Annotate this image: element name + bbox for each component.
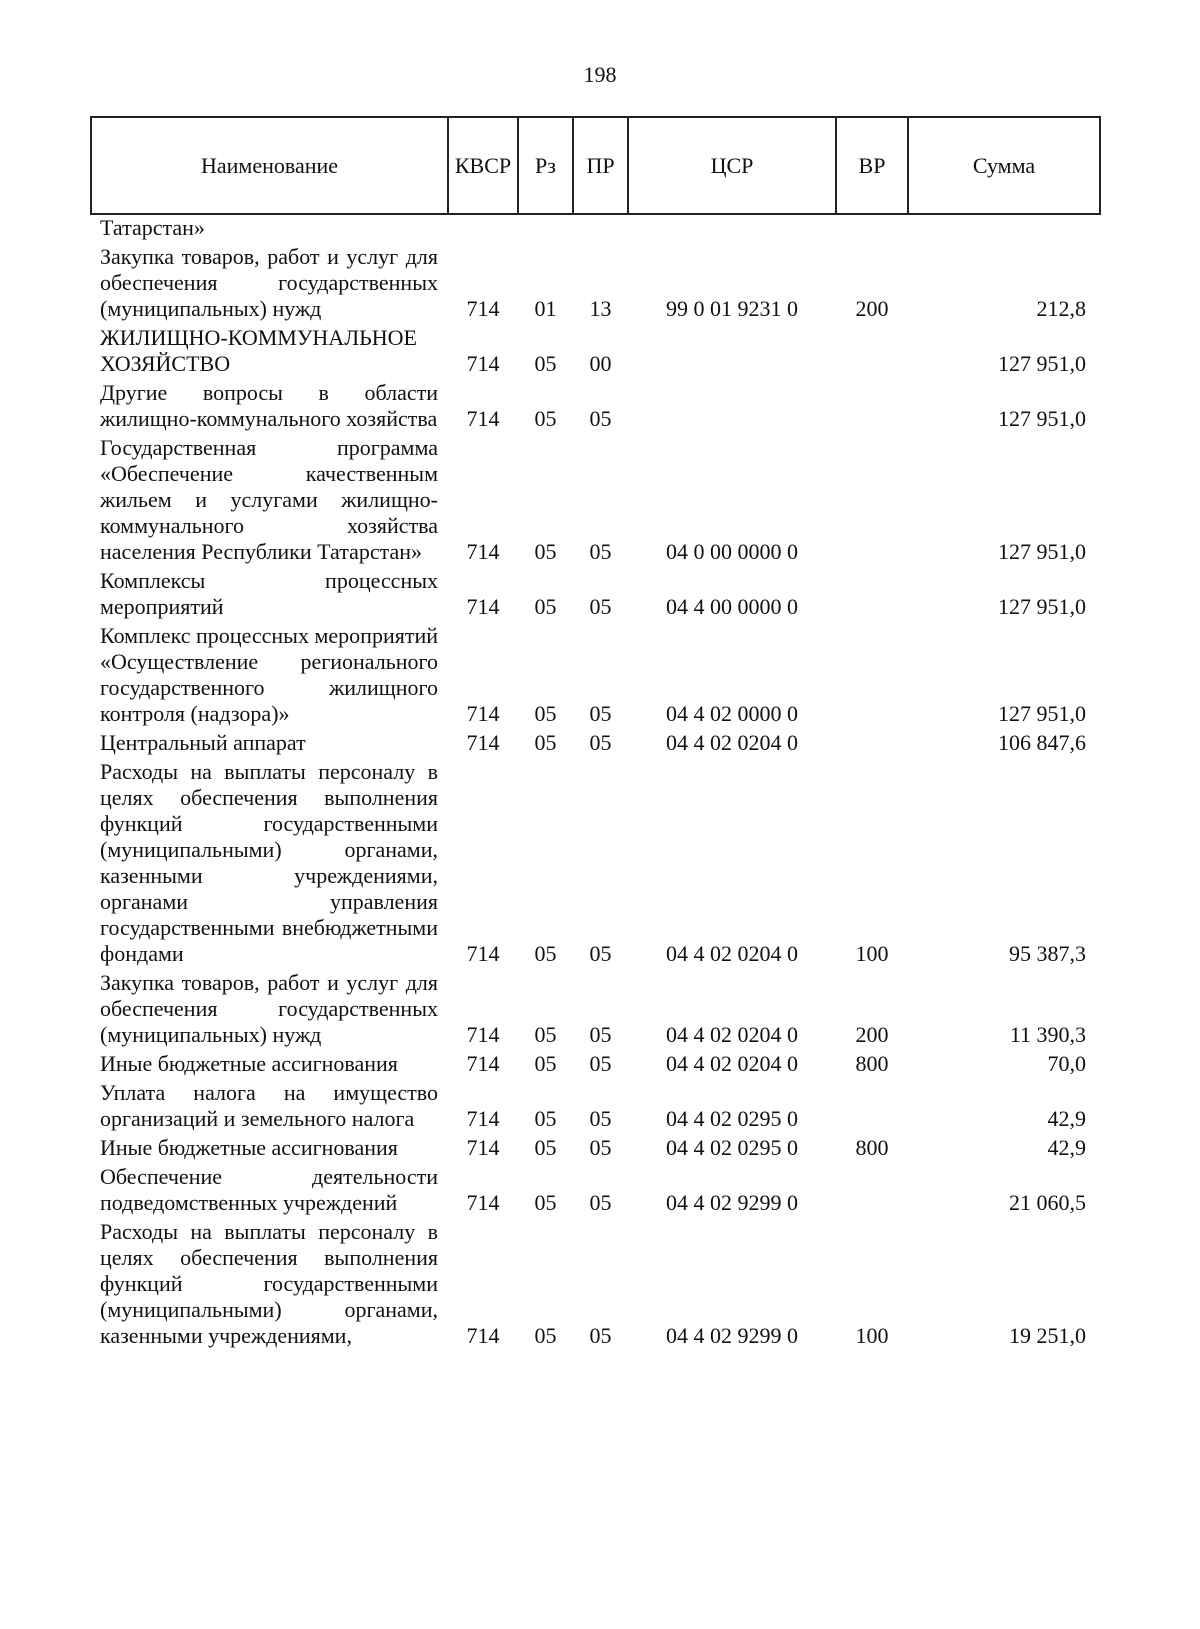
header-vr: ВР bbox=[836, 117, 908, 214]
table-row bbox=[91, 622, 1100, 729]
budget-table bbox=[90, 116, 1101, 1351]
page-number: 198 bbox=[583, 62, 617, 87]
row-name: Комплекс процессных мероприятий «Осуществление регионального государственного жилищного контроля (надзора)» bbox=[100, 623, 438, 726]
row-rz: 05 bbox=[534, 1190, 557, 1215]
header-rz: Рз bbox=[518, 117, 573, 214]
row-csr: 04 4 00 0000 0 bbox=[666, 594, 798, 619]
row-rz: 05 bbox=[534, 1022, 557, 1047]
row-kvsr: 714 bbox=[466, 941, 500, 966]
row-kvsr: 714 bbox=[466, 730, 500, 755]
row-sum: 42,9 bbox=[1047, 1106, 1086, 1131]
row-rz: 05 bbox=[534, 406, 557, 431]
row-csr: 04 4 02 0204 0 bbox=[666, 730, 798, 755]
row-name: Государственная программа «Обеспечение качественным жильем и услугами жилищно-коммунального хозяйства населения Республики Татарстан» bbox=[100, 435, 438, 564]
row-kvsr: 714 bbox=[466, 1106, 500, 1131]
table-row bbox=[91, 324, 1100, 379]
row-kvsr: 714 bbox=[466, 594, 500, 619]
budget-table-container bbox=[90, 116, 1099, 1351]
row-pr: 05 bbox=[589, 701, 612, 726]
row-name: Закупка товаров, работ и услуг для обеспечения государственных (муниципальных) нужд bbox=[100, 244, 438, 321]
row-name: Расходы на выплаты персоналу в целях обеспечения выполнения функций государственными (муниципальными) органами, казенными учреждениями, органами управления государственными внебюджетными фондами bbox=[100, 759, 438, 966]
row-rz: 05 bbox=[534, 1051, 557, 1076]
row-csr: 04 4 02 0204 0 bbox=[666, 1022, 798, 1047]
row-sum: 127 951,0 bbox=[998, 539, 1086, 564]
row-rz: 05 bbox=[534, 941, 557, 966]
row-sum: 21 060,5 bbox=[1009, 1190, 1086, 1215]
table-row bbox=[91, 1134, 1100, 1163]
row-csr bbox=[628, 214, 836, 243]
row-sum: 127 951,0 bbox=[998, 351, 1086, 376]
row-pr: 13 bbox=[589, 296, 612, 321]
table-row bbox=[91, 214, 1100, 243]
row-sum: 212,8 bbox=[1036, 296, 1086, 321]
row-csr: 04 4 02 9299 0 bbox=[666, 1190, 798, 1215]
row-csr: 04 4 02 0204 0 bbox=[666, 1051, 798, 1076]
row-kvsr: 714 bbox=[466, 1022, 500, 1047]
row-csr bbox=[628, 324, 836, 379]
row-csr: 04 4 02 0295 0 bbox=[666, 1106, 798, 1131]
header-pr: ПР bbox=[573, 117, 628, 214]
row-csr: 04 0 00 0000 0 bbox=[666, 539, 798, 564]
row-pr: 00 bbox=[589, 351, 612, 376]
table-row bbox=[91, 379, 1100, 434]
row-sum: 95 387,3 bbox=[1009, 941, 1086, 966]
row-vr: 100 bbox=[855, 941, 889, 966]
row-kvsr: 714 bbox=[466, 539, 500, 564]
row-name: Закупка товаров, работ и услуг для обеспечения государственных (муниципальных) нужд bbox=[100, 970, 438, 1047]
row-rz: 05 bbox=[534, 1135, 557, 1160]
header-kvsr: КВСР bbox=[448, 117, 518, 214]
header-name: Наименование bbox=[91, 117, 448, 214]
row-sum: 106 847,6 bbox=[998, 730, 1086, 755]
table-row bbox=[91, 1079, 1100, 1134]
table-row bbox=[91, 1163, 1100, 1218]
row-sum: 11 390,3 bbox=[1009, 1022, 1086, 1047]
row-vr bbox=[836, 729, 908, 758]
row-vr bbox=[836, 1079, 908, 1134]
row-sum: 127 951,0 bbox=[998, 594, 1086, 619]
row-csr: 04 4 02 9299 0 bbox=[666, 1323, 798, 1348]
row-name: Татарстан» bbox=[100, 215, 205, 240]
row-name: Обеспечение деятельности подведомственных учреждений bbox=[100, 1164, 438, 1215]
row-kvsr: 714 bbox=[466, 351, 500, 376]
row-rz: 01 bbox=[534, 296, 557, 321]
row-pr: 05 bbox=[589, 1190, 612, 1215]
row-name: Центральный аппарат bbox=[100, 730, 306, 755]
row-kvsr: 714 bbox=[466, 1051, 500, 1076]
row-kvsr: 714 bbox=[466, 1135, 500, 1160]
row-vr bbox=[836, 324, 908, 379]
row-sum bbox=[908, 214, 1100, 243]
row-name: Уплата налога на имущество организаций и земельного налога bbox=[100, 1080, 438, 1131]
row-csr bbox=[628, 379, 836, 434]
row-name: Расходы на выплаты персоналу в целях обеспечения выполнения функций государственными (муниципальными) органами, казенными учреждениями, bbox=[100, 1219, 438, 1348]
table-row bbox=[91, 1218, 1100, 1351]
row-pr: 05 bbox=[589, 406, 612, 431]
row-vr bbox=[836, 379, 908, 434]
row-name: ЖИЛИЩНО-КОММУНАЛЬНОЕ ХОЗЯЙСТВО bbox=[100, 325, 417, 376]
row-kvsr: 714 bbox=[466, 296, 500, 321]
header-csr: ЦСР bbox=[628, 117, 836, 214]
table-row bbox=[91, 434, 1100, 567]
row-pr: 05 bbox=[589, 1135, 612, 1160]
header-row bbox=[91, 117, 1100, 214]
row-sum: 127 951,0 bbox=[998, 701, 1086, 726]
row-kvsr bbox=[448, 214, 518, 243]
row-vr bbox=[836, 1163, 908, 1218]
row-vr: 200 bbox=[855, 1022, 889, 1047]
row-kvsr: 714 bbox=[466, 1323, 500, 1348]
row-vr bbox=[836, 622, 908, 729]
table-row bbox=[91, 243, 1100, 324]
row-kvsr: 714 bbox=[466, 1190, 500, 1215]
table-row bbox=[91, 758, 1100, 969]
table-row bbox=[91, 729, 1100, 758]
row-rz: 05 bbox=[534, 594, 557, 619]
row-pr: 05 bbox=[589, 1106, 612, 1131]
row-pr: 05 bbox=[589, 1022, 612, 1047]
row-name: Иные бюджетные ассигнования bbox=[100, 1051, 398, 1076]
row-vr: 800 bbox=[855, 1135, 889, 1160]
row-rz: 05 bbox=[534, 351, 557, 376]
row-vr: 100 bbox=[855, 1323, 889, 1348]
row-csr: 04 4 02 0000 0 bbox=[666, 701, 798, 726]
row-rz bbox=[518, 214, 573, 243]
row-rz: 05 bbox=[534, 539, 557, 564]
row-pr: 05 bbox=[589, 730, 612, 755]
row-pr: 05 bbox=[589, 594, 612, 619]
header-sum: Сумма bbox=[908, 117, 1100, 214]
row-rz: 05 bbox=[534, 730, 557, 755]
row-rz: 05 bbox=[534, 1323, 557, 1348]
row-pr: 05 bbox=[589, 941, 612, 966]
row-pr bbox=[573, 214, 628, 243]
table-row bbox=[91, 1050, 1100, 1079]
row-vr: 800 bbox=[855, 1051, 889, 1076]
table-row bbox=[91, 567, 1100, 622]
row-sum: 70,0 bbox=[1047, 1051, 1086, 1076]
row-pr: 05 bbox=[589, 539, 612, 564]
row-vr: 200 bbox=[855, 296, 889, 321]
row-vr bbox=[836, 214, 908, 243]
table-body bbox=[91, 214, 1100, 1351]
row-name: Другие вопросы в области жилищно-коммунального хозяйства bbox=[100, 380, 438, 431]
row-vr bbox=[836, 434, 908, 567]
row-csr: 99 0 01 9231 0 bbox=[666, 296, 798, 321]
row-sum: 42,9 bbox=[1047, 1135, 1086, 1160]
table-header bbox=[91, 117, 1100, 214]
row-rz: 05 bbox=[534, 1106, 557, 1131]
table-row bbox=[91, 969, 1100, 1050]
row-pr: 05 bbox=[589, 1051, 612, 1076]
row-vr bbox=[836, 567, 908, 622]
row-name: Иные бюджетные ассигнования bbox=[100, 1135, 398, 1160]
row-kvsr: 714 bbox=[466, 406, 500, 431]
row-sum: 127 951,0 bbox=[998, 406, 1086, 431]
row-sum: 19 251,0 bbox=[1009, 1323, 1086, 1348]
row-csr: 04 4 02 0295 0 bbox=[666, 1135, 798, 1160]
row-name: Комплексы процессных мероприятий bbox=[100, 568, 438, 619]
row-csr: 04 4 02 0204 0 bbox=[666, 941, 798, 966]
row-pr: 05 bbox=[589, 1323, 612, 1348]
row-rz: 05 bbox=[534, 701, 557, 726]
row-kvsr: 714 bbox=[466, 701, 500, 726]
